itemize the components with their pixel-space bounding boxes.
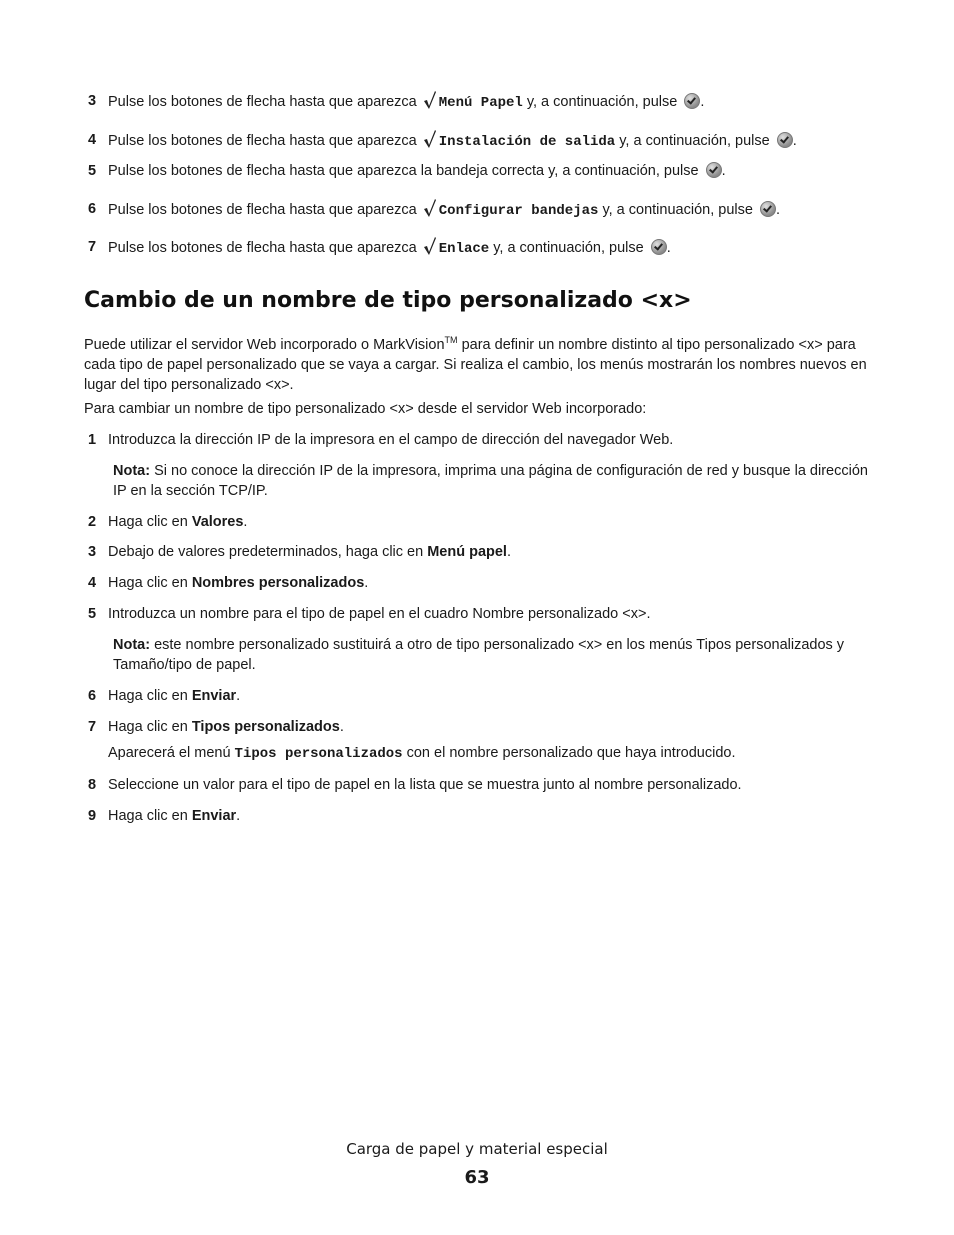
trademark: TM [444, 335, 458, 345]
intro-paragraph [84, 330, 884, 395]
step-number: 4 [88, 132, 97, 148]
step-text: Seleccione un valor para el tipo de papel en la lista que se muestra junto al nombre personalizado. [108, 777, 742, 793]
period: . [506, 544, 511, 560]
ui-term: Tipos personalizados [191, 719, 340, 735]
period: . [364, 575, 369, 591]
step-text: Haga clic en [108, 808, 192, 824]
ui-term: Valores [191, 514, 244, 530]
step-number: 5 [88, 163, 97, 179]
ui-term: Enviar [191, 808, 237, 824]
select-button-icon [651, 239, 667, 255]
step-text: Haga clic en [108, 514, 192, 530]
period: . [243, 514, 248, 530]
menu-code: Configurar bandejas [438, 203, 599, 219]
select-button-icon [760, 201, 776, 217]
step-text-post: y, a continuación, pulse [602, 202, 753, 218]
intro-text-a: Puede utilizar el servidor Web incorporado o MarkVision [84, 336, 445, 353]
intro-text-b: para definir un nombre distinto al tipo personalizado <x> para cada tipo de papel personalizado que se vaya a cargar. Si realiza el cambio, los menús mostrarán los nombres nuevos en lugar del tipo personalizado <x>. [84, 336, 867, 393]
checkmark-icon [423, 91, 437, 109]
section-title: Cambio de un nombre de tipo personalizado <x> [84, 288, 692, 313]
note-label: Nota: [113, 637, 151, 653]
period: . [721, 163, 726, 179]
period: . [775, 202, 780, 218]
menu-code: Instalación de salida [438, 134, 616, 150]
period: . [236, 688, 241, 704]
chapter-title-text: Carga de papel y material especial [346, 1140, 608, 1158]
step-text-post: y, a continuación, pulse [526, 94, 678, 110]
ui-term: Enviar [191, 688, 237, 704]
step-text: Haga clic en [108, 688, 192, 704]
step-number: 3 [88, 544, 97, 560]
step-number: 4 [88, 575, 97, 591]
note-1 [113, 461, 884, 501]
select-button-icon [777, 132, 793, 148]
menu-code: Menú Papel [438, 95, 523, 111]
ui-term: Menú papel [427, 544, 507, 560]
step-number: 2 [88, 514, 97, 530]
period: . [666, 240, 671, 256]
step-text: Pulse los botones de flecha hasta que aparezca [108, 133, 417, 149]
step-number: 8 [88, 777, 97, 793]
step-text: Aparecerá el menú [108, 745, 235, 761]
select-button-icon [706, 162, 722, 178]
checkmark-icon [423, 130, 437, 148]
step-text: Haga clic en [108, 719, 192, 735]
menu-code: Tipos personalizados [234, 746, 403, 762]
step-number: 3 [88, 93, 97, 109]
footer-chapter-title [0, 1140, 954, 1158]
select-button-icon [684, 93, 700, 109]
step-text: Pulse los botones de flecha hasta que aparezca [108, 202, 417, 218]
step-text: Haga clic en [108, 575, 192, 591]
note-text: Si no conoce la dirección IP de la impresora, imprima una página de configuración de red y busque la dirección IP en la sección TCP/IP. [113, 463, 868, 499]
step-text-post: y, a continuación, pulse [493, 240, 644, 256]
ui-term: Nombres personalizados [191, 575, 365, 591]
step-number: 9 [88, 808, 97, 824]
checkmark-icon [423, 237, 437, 255]
menu-code: Enlace [438, 241, 490, 257]
period: . [236, 808, 241, 824]
checkmark-icon [423, 199, 437, 217]
step-text-post: y, a continuación, pulse [619, 133, 770, 149]
step-text-post: con el nombre personalizado que haya introducido. [402, 745, 736, 761]
period: . [792, 133, 797, 149]
step-text: Pulse los botones de flecha hasta que aparezca [108, 94, 417, 110]
step-text: Introduzca la dirección IP de la impresora en el campo de dirección del navegador Web. [108, 432, 674, 448]
period: . [339, 719, 344, 735]
step-number: 7 [88, 239, 97, 255]
step-number: 1 [88, 432, 97, 448]
lead-paragraph: Para cambiar un nombre de tipo personalizado <x> desde el servidor Web incorporado: [84, 401, 647, 417]
page-number: 63 [464, 1167, 490, 1188]
step-number: 6 [88, 688, 97, 704]
note-label: Nota: [113, 463, 151, 479]
step-number: 6 [88, 201, 97, 217]
step-text: Debajo de valores predeterminados, haga clic en [108, 544, 428, 560]
step-text: Introduzca un nombre para el tipo de papel en el cuadro Nombre personalizado <x>. [108, 606, 651, 622]
note-text: este nombre personalizado sustituirá a otro de tipo personalizado <x> en los menús Tipos personalizados y Tamaño/tipo de papel. [113, 637, 845, 673]
note-2 [113, 635, 884, 675]
step-number: 7 [88, 719, 97, 735]
period: . [700, 94, 705, 110]
step-text: Pulse los botones de flecha hasta que aparezca la bandeja correcta y, a continuación, pulse [108, 163, 699, 179]
step-number: 5 [88, 606, 97, 622]
step-text: Pulse los botones de flecha hasta que aparezca [108, 240, 417, 256]
